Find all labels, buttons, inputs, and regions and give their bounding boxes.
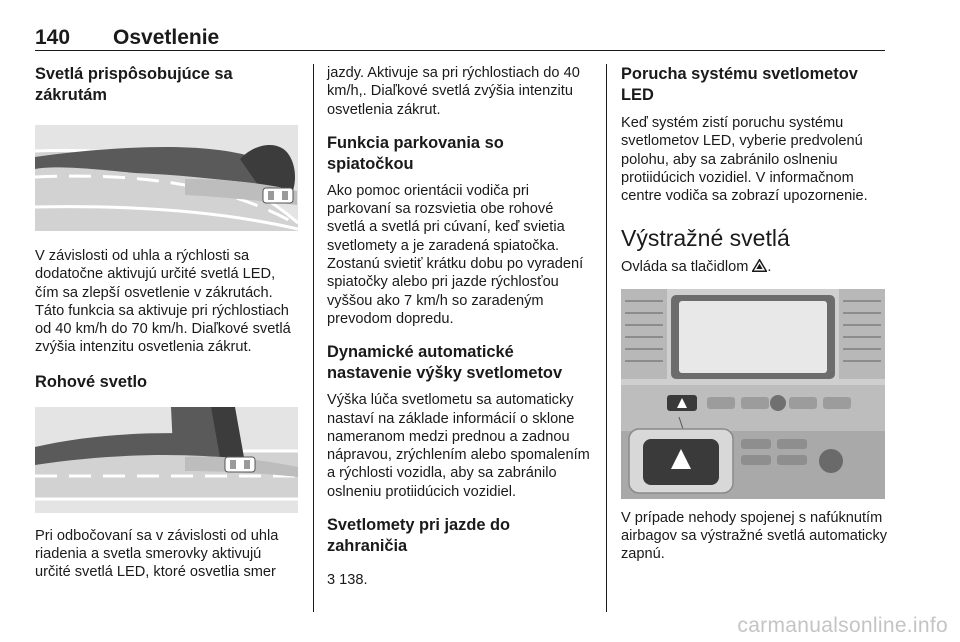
dashboard-hazard-button-illustration: [621, 289, 885, 499]
paragraph-led-fault: Keď systém zistí poruchu systému svetlometov LED, vyberie predvolenú polohu, aby sa zabránilo oslneniu protiidúcich vozidiel. V informačnom centre vodiča sa zobrazí upozornenie.: [621, 115, 868, 205]
column-divider: [313, 64, 314, 612]
hazard-text-end: .: [767, 259, 772, 276]
column-2: [327, 64, 592, 589]
hazard-triangle-icon: [752, 259, 767, 272]
page-header: [35, 26, 885, 52]
column-3: [621, 64, 889, 564]
heading-led-fault: Porucha systému svetlometov LED: [621, 65, 858, 104]
paragraph-corner-light: Pri odbočovaní sa v závislosti od uhla riadenia a svetla smerovky aktivujú určité svetlá LED, ktoré osvetlia smer: [35, 527, 279, 581]
cross-reference: 3 138.: [327, 572, 368, 589]
cornering-light-illustration: [35, 407, 298, 513]
column-1: [35, 64, 300, 582]
paragraph-adaptive-lights: V závislosti od uhla a rýchlosti sa dodatočne aktivujú určité svetlá LED, čím sa zlepší osvetlenie v zákrutách. Táto funkcia sa aktivuje pri rýchlostiach od 40 km/h do 70 km/h. Diaľkové svetlá zvýšia intenzitu osvetlenia zákrut.: [35, 248, 291, 356]
section-title: Osvetlenie: [113, 26, 220, 49]
car-icon: [225, 457, 255, 472]
paragraph-corner-light-cont: jazdy. Aktivuje sa pri rýchlostiach do 40 km/h,. Diaľkové svetlá zvýšia intenzitu osvetlenia zákrut.: [327, 65, 580, 118]
car-icon: [263, 188, 293, 203]
heading-parking-function: Funkcia parkovania so spiatočkou: [327, 133, 504, 173]
paragraph-headlight-leveling: Výška lúča svetlometu sa automaticky nastaví na základe informácií o sklone nameranom medzi prednou a zadnou nápravou, zrýchlením alebo spomalením a rýchlosti vozidla, aby sa zabránilo oslneniu protiidúcich vozidiel.: [327, 392, 590, 500]
adaptive-curve-light-illustration: [35, 125, 298, 231]
heading-driving-abroad: Svetlomety pri jazde do zahraničia: [327, 516, 511, 556]
header-rule: [35, 50, 885, 51]
heading-headlight-leveling: Dynamické automatické nastavenie výšky svetlometov: [327, 343, 563, 383]
paragraph-hazard-lights: [621, 258, 889, 276]
page-number: 140: [35, 26, 71, 49]
hazard-text: Ovláda sa tlačidlom: [621, 259, 749, 276]
paragraph-airbag-hazard: V prípade nehody spojenej s nafúknutím airbagov sa výstražné svetlá automaticky zapnú.: [621, 509, 888, 563]
paragraph-parking-function: Ako pomoc orientácii vodiča pri parkovaní sa rozsvietia obe rohové svetlá a svetlá pri cúvaní, keď svietia svetlomety a je zaradená spiatočka. Zostanú svietiť krátku dobu po vyradení spiatočky alebo pri jazde rýchlosťou vyššou ako 7 km/h so zaradeným prevodom dopredu.: [327, 182, 584, 327]
heading-adaptive-lights: Svetlá prispôsobujúce sa zákrutám: [35, 65, 233, 104]
heading-corner-light: Rohové svetlo: [35, 372, 148, 391]
column-divider: [606, 64, 607, 612]
heading-hazard-lights: Výstražné svetlá: [621, 225, 790, 252]
watermark: carmanualsonline.info: [737, 614, 948, 637]
